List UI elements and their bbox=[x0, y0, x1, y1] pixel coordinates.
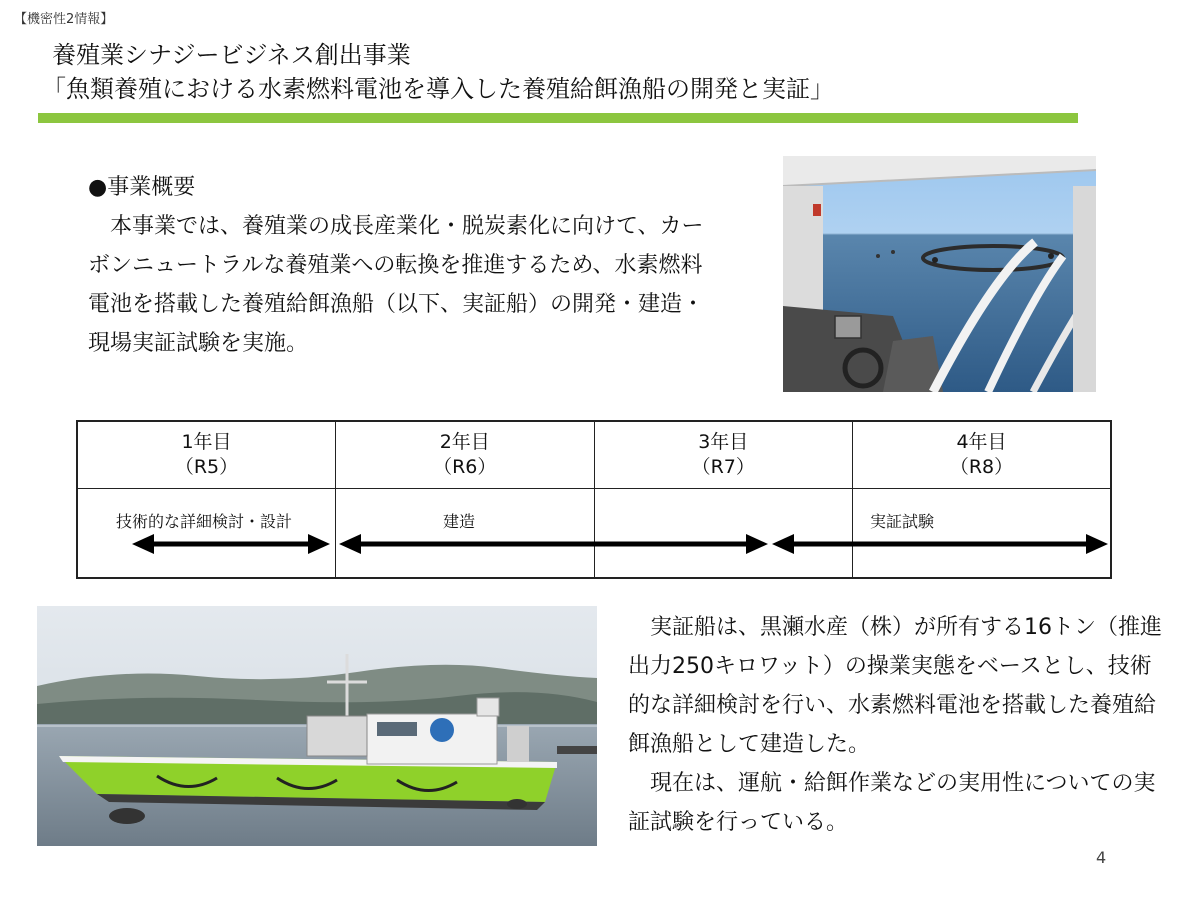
description-paragraph-2: 現在は、運航・給餌作業などの実用性についての実証試験を行っている。 bbox=[628, 771, 1156, 835]
phase-label-construction: 建造 bbox=[443, 512, 476, 531]
confidentiality-label: 【機密性2情報】 bbox=[14, 12, 114, 27]
phase-label-demonstration: 実証試験 bbox=[870, 512, 935, 531]
overview-heading: ●事業概要 bbox=[88, 175, 196, 200]
slide-title-line1: 養殖業シナジービジネス創出事業 bbox=[52, 41, 411, 69]
demonstration-vessel-photo bbox=[37, 606, 597, 846]
vessel-description bbox=[628, 608, 1168, 842]
arrow-demonstration bbox=[772, 534, 1108, 554]
year-label: 1年目 bbox=[181, 431, 232, 453]
year-label: 2年目 bbox=[439, 431, 490, 453]
arrow-construction bbox=[339, 534, 768, 554]
fiscal-year-label: （R6） bbox=[433, 456, 497, 478]
year-label: 4年目 bbox=[956, 431, 1007, 453]
arrow-design bbox=[132, 534, 330, 554]
fiscal-year-label: （R5） bbox=[174, 456, 239, 478]
fiscal-year-label: （R7） bbox=[691, 456, 755, 478]
description-paragraph-1: 実証船は、黒瀬水産（株）が所有する16トン（推進出力250キロワット）の操業実態をベースとし、技術的な詳細検討を行い、水素燃料電池を搭載した養殖給餌漁船として建造した。 bbox=[628, 615, 1162, 757]
fiscal-year-label: （R8） bbox=[949, 456, 1014, 478]
overview-body: 本事業では、養殖業の成長産業化・脱炭素化に向けて、カーボンニュートラルな養殖業への転換を推進するため、水素燃料電池を搭載した養殖給餌漁船（以下、実証船）の開発・建造・現場実証試験を実施。 bbox=[88, 214, 705, 356]
year-label: 3年目 bbox=[698, 431, 749, 453]
page-number: 4 bbox=[1096, 848, 1107, 867]
phase-label-design: 技術的な詳細検討・設計 bbox=[116, 512, 293, 531]
slide-title-line2: 「魚類養殖における水素燃料電池を導入した養殖給餌漁船の開発と実証」 bbox=[42, 75, 834, 103]
